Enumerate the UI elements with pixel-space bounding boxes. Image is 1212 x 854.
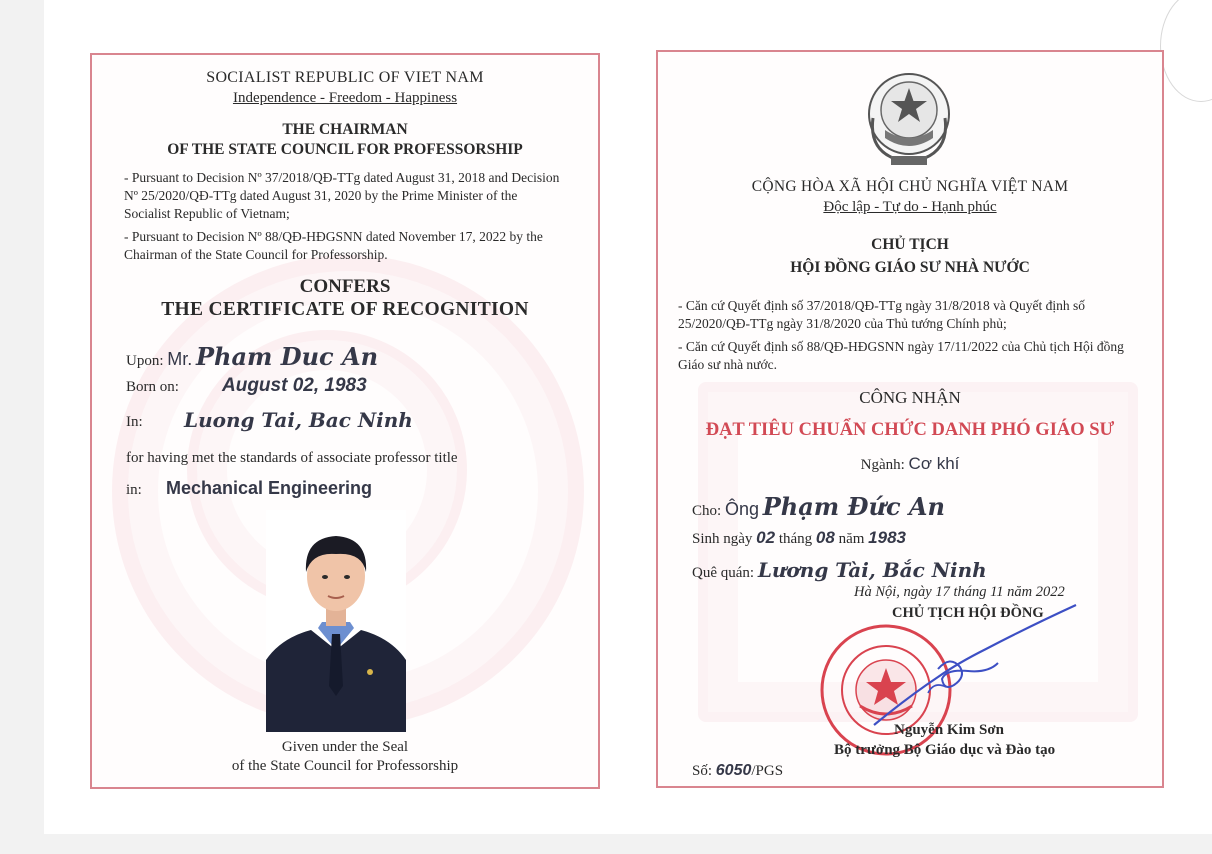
dob-row [692,528,906,548]
legal-basis-vn-1: - Căn cứ Quyết định số 37/2018/QĐ-TTg ngày 31/8/2018 và Quyết định số 25/2020/QĐ-TTg ngày 31/8/2020 của Thủ tướng Chính phủ; [678,298,1086,331]
seal-caption-2: of the State Council for Professorship [231,758,459,774]
vietnamese-panel [656,50,1164,788]
portrait-photo [266,510,406,732]
hometown-label: Quê quán: [692,565,755,581]
recipient-name: Pham Duc An [196,342,379,371]
recognize-heading: CÔNG NHẬN [859,388,961,407]
certificate-number-row [692,762,783,780]
dob-day: 02 [756,528,776,547]
standards-text: for having met the standards of associate professor title [126,450,458,466]
hometown-value: Lương Tài, Bắc Ninh [757,558,987,582]
field-row-vn [658,454,1162,474]
upon-label: Upon: [126,353,164,369]
national-motto: Independence - Freedom - Happiness [232,90,458,106]
country-name-vn: CỘNG HÒA XÃ HỘI CHỦ NGHĨA VIỆT NAM [751,178,1069,195]
for-title: Ông [724,499,759,519]
number-label: Số: [692,763,713,779]
legal-basis-vn-2: - Căn cứ Quyết định số 88/QĐ-HĐGSNN ngày 17/11/2022 của Chủ tịch Hội đồng Giáo sư nhà nước. [678,339,1124,372]
certificate-heading: THE CERTIFICATE OF RECOGNITION [161,299,529,320]
national-emblem-icon [863,68,955,168]
signer-name: Nguyễn Kim Sơn [894,722,1004,738]
field-label-vn: Ngành: [860,457,905,473]
number-suffix: /PGS [751,763,784,779]
handwritten-signature [868,597,1118,732]
field-value-vn: Cơ khí [908,454,960,473]
upon-title: Mr. [167,349,193,369]
dob-label-year: năm [838,531,865,547]
dob-label-day: Sinh ngày [692,531,753,547]
signature-title: CHỦ TỊCH HỘI ĐỒNG [892,605,1044,621]
certificate-sheet [44,0,1212,834]
born-value: August 02, 1983 [222,375,367,396]
field-label: in: [126,482,142,498]
number-value: 6050 [715,762,752,779]
legal-basis-2: - Pursuant to Decision Nº 88/QĐ-HĐGSNN dated November 17, 2022 by the Chairman of the State Council for Professorship. [124,229,543,262]
legal-basis-1: - Pursuant to Decision Nº 37/2018/QĐ-TTg dated August 31, 2018 and Decision Nº 25/2020/QĐ-TTg dated August 31, 2020 by the Prime Minister of the Socialist Republic of Vietnam; [124,170,560,221]
dob-month: 08 [815,528,835,547]
upon-row [126,342,378,371]
signer-position: Bộ trưởng Bộ Giáo dục và Đào tạo [834,742,1056,758]
scan-corner-mark [1160,0,1212,102]
field-value: Mechanical Engineering [166,478,373,498]
recipient-name-vn: Phạm Đức An [762,492,945,521]
english-panel [90,53,600,789]
for-label: Cho: [692,503,722,519]
issuer-title-vn: CHỦ TỊCH [871,236,949,253]
issue-date-line: Hà Nội, ngày 17 tháng 11 năm 2022 [854,584,1065,600]
country-name: SOCIALIST REPUBLIC OF VIET NAM [206,69,484,86]
dob-year: 1983 [868,528,906,547]
issuer-body: OF THE STATE COUNCIL FOR PROFESSORSHIP [167,141,523,158]
title-heading-red: ĐẠT TIÊU CHUẨN CHỨC DANH PHÓ GIÁO SƯ [705,420,1115,440]
for-row [692,492,945,521]
issuer-body-vn: HỘI ĐỒNG GIÁO SƯ NHÀ NƯỚC [790,259,1030,276]
confers-heading: CONFERS [299,276,391,297]
birthplace-value: Luong Tai, Bac Ninh [184,408,413,432]
in-label: In: [126,414,143,430]
issuer-title: THE CHAIRMAN [282,121,408,138]
national-motto-vn: Độc lập - Tự do - Hạnh phúc [823,199,997,215]
born-label: Born on: [126,379,179,395]
hometown-row [692,558,987,582]
seal-caption-1: Given under the Seal [281,739,409,755]
dob-label-month: tháng [778,531,813,547]
